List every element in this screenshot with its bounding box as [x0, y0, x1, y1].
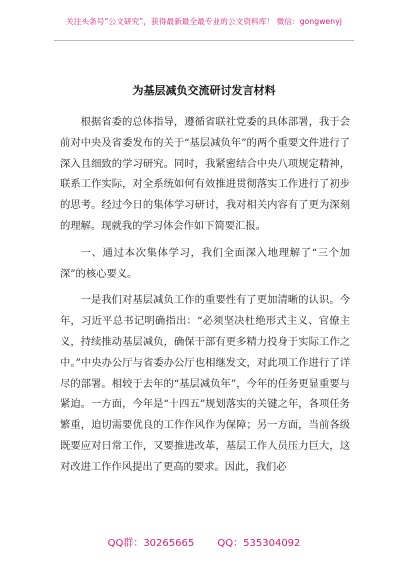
- document-body: [60, 112, 350, 478]
- footer-qq: QQ：535304092: [217, 538, 301, 549]
- document-title: 为基层减负交流研讨发言材料: [132, 84, 276, 97]
- header-divider: [54, 40, 354, 41]
- paragraph: 一是我们对基层减负工作的重要性有了更加清晰的认识。今年，习近平总书记明确指出：“必须坚决杜绝形式主义、官僚主义，持续推动基层减负，确保干部有更多精力投身于实际工作之中。”中央办公厅与省委办公厅也相继发文，对此项工作进行了详尽的部署。相较于去年的“基层减负年”，今年的任务更显重要与紧迫。一方面，今年是“十四五”规划落实的关键之年，各项任务繁重，迫切需要优良的工作作风作为保障；另一方面，当前各级既要应对日常工作，又要推进改革，基层工作人员压力巨大，这对改进工作作风提出了更高的要求。因此，我们必: [60, 294, 350, 473]
- paragraph: 一、通过本次集体学习，我们全面深入地理解了“三个加深”的核心要义。: [60, 246, 350, 280]
- header-banner: 关注头条号“公文研究”，获得最新最全最专业的公文资料库！ 微信：gongwenyj: [66, 17, 342, 26]
- footer-contact: [0, 534, 408, 549]
- footer-qq-group: QQ群：30265665: [107, 538, 195, 549]
- paragraph: 根据省委的总体指导，遵循省联社党委的具体部署，我于会前对中央及省委发布的关于“基层减负年”的两个重要文件进行了深入且细致的学习研究。同时，我紧密结合中央八项规定精神，联系工作实际，对全系统如何有效推进贯彻落实工作进行了初步的思考。经过今日的集体学习研讨，我对相关内容有了更为深刻的理解。现就我的学习体会作如下简要汇报。: [60, 116, 350, 232]
